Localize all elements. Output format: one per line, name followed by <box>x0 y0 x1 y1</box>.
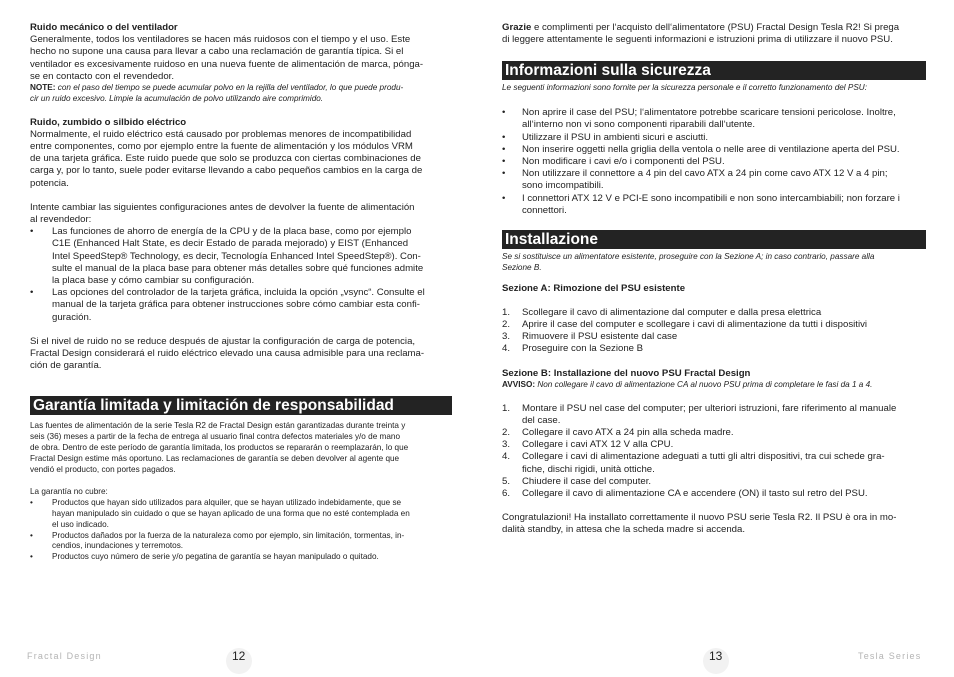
list-item: 1. Montare il PSU nel case del computer; per ulteriori istruzioni, fare riferimento al manuale del case. <box>502 402 897 426</box>
list-item: • Productos que hayan sido utilizados para alquiler, que se hayan utilizado indebidamente, que se hayan manipulado sin cuidado o que se hayan aplicado de una forma que no esté contemplada en el uso indicado. <box>30 498 410 529</box>
fan-noise-paragraph: Generalmente, todos los ventiladores se hacen más ruidosos con el tiempo y el uso. Este hecho no supone una causa para llevar a cabo una reclamación de garantía típica. Si el ventilador es excesivamente ruidoso en una nueva fuente de alimentación de marca, pónga- se en contacto con el revendedor. <box>30 34 424 82</box>
intro-paragraph: Grazie e complimenti per l‘acquisto dell‘alimentatore (PSU) Fractal Design Tesla R2! Si prega di leggere attentamente le seguenti informazioni e istruzioni prima di utilizzare il nuovo PSU. <box>502 22 900 46</box>
electrical-noise-paragraph: Normalmente, el ruido eléctrico está causado por problemas menores de incompatibilidad entre componentes, como por ejemplo entre la fuente de alimentación y los módulos VRM de una tarjeta gráfica. Este ruido puede que solo se produzca con ciertas combinaciones de carga y, por lo tanto, suele poder evitarse llevando a cabo pequeños cambios en la carga de potencia. <box>30 128 423 189</box>
list-item: • Productos cuyo número de serie y/o pegatina de garantía se hayan manipulado o quitado. <box>30 552 379 562</box>
noise-conclusion: Si el nivel de ruido no se reduce después de ajustar la configuración de carga de potencia, Fractal Design considerará el ruido eléctrico elevado una causa admisible para una reclama- ción de garantía. <box>30 335 425 372</box>
install-banner: Installazione <box>502 230 926 249</box>
list-item: • Non inserire oggetti nella griglia della ventola o nelle aree di ventilazione aperta del PSU. <box>502 143 900 155</box>
safety-banner: Informazioni sulla sicurezza <box>502 61 926 80</box>
safety-subtitle: Le seguenti informazioni sono fornite per la sicurezza personale e il corretto funzionamento del PSU: <box>502 83 867 93</box>
footer-brand: Fractal Design <box>27 651 102 661</box>
safety-list <box>502 107 926 217</box>
list-item: 3. Collegare i cavi ATX 12 V alla CPU. <box>502 439 674 451</box>
congratulations-paragraph: Congratulazioni! Ha installato correttamente il nuovo PSU serie Tesla R2. Il PSU è ora in mo- dalità standby, in attesa che la scheda madre si accenda. <box>502 512 897 536</box>
electrical-noise-heading: Ruido, zumbido o silbido eléctrico <box>30 116 187 128</box>
right-page <box>502 0 926 537</box>
list-item: • Las opciones del controlador de la tarjeta gráfica, incluida la opción „vsync“. Consulte el manual de la tarjeta gráfica para obtener instrucciones sobre cómo cambiar esta confi- guración. <box>30 287 425 323</box>
list-item: 5. Chiudere il case del computer. <box>502 475 652 487</box>
list-item: • Non modificare i cavi e/o i componenti del PSU. <box>502 156 725 168</box>
list-item: 2. Collegare il cavo ATX a 24 pin alla scheda madre. <box>502 427 734 439</box>
warranty-banner: Garantía limitada y limitación de responsabilidad <box>30 396 452 415</box>
section-b-heading: Sezione B: Installazione del nuovo PSU Fractal Design <box>502 367 751 379</box>
left-page <box>30 0 452 563</box>
fan-noise-heading: Ruido mecánico o del ventilador <box>30 22 178 33</box>
list-item: 4. Collegare i cavi di alimentazione adeguati a tutti gli altri dispositivi, tra cui schede gra- fiche, dischi rigidi, unità ottiche. <box>502 451 885 475</box>
section-b-warning: AVVISO: Non collegare il cavo di alimentazione CA al nuovo PSU prima di completare le fasi da 1 a 4. <box>502 379 873 389</box>
list-item: 6. Collegare il cavo di alimentazione CA e accendere (ON) il tasto sul retro del PSU. <box>502 488 868 500</box>
list-item: • Las funciones de ahorro de energía de la CPU y de la placa base, como por ejemplo C1E (Enhanced Halt State, es decir Estado de parada mejorado) y EIST (Enhanced Intel SpeedStep® Technology, es decir, Tecnología Enhanced Intel SpeedStep®). Con- sulte el manual de la placa base para obtener más detalles sobre qué funciones admite la placa base y cómo cambiar su configuración. <box>30 226 424 287</box>
list-item: • Non aprire il case del PSU; l‘alimentatore potrebbe scaricare tensioni pericolose. Inoltre, all‘interno non vi sono componenti riparabili dall‘utente. <box>502 107 896 131</box>
list-item: • Non utilizzare il connettore a 4 pin del cavo ATX a 24 pin come cavo ATX 12 V a 4 pin; sono imcompatibili. <box>502 168 888 192</box>
page-number-left: 12 <box>232 649 246 663</box>
list-item: • Productos dañados por la fuerza de la naturaleza como por ejemplo, sin limitación, tormentas, in- cendios, inundaciones y terremotos. <box>30 530 405 551</box>
section-a-list <box>502 307 926 356</box>
config-list <box>30 226 452 324</box>
list-item: 2. Aprire il case del computer e scollegare i cavi di alimentazione da tutti i dispositivi <box>502 319 868 331</box>
section-b-list <box>502 403 926 501</box>
fan-note: NOTE: con el paso del tiempo se puede acumular polvo en la rejilla del ventilador, lo que puede produ- cir un ruido excesivo. Limpie la acumulación de polvo utilizando aire comprimido. <box>30 83 404 103</box>
warranty-exclusions: La garantía no cubre: • Productos que hayan sido utilizados para alquiler, que se hayan utilizado indebidamente, que se hayan manipulado sin cuidado o que se hayan aplicado de una forma que no esté contemplada en el uso indicado. • Productos dañados por la fuerza de la naturaleza como por ejemplo, sin limitación, tormentas, in- cendios, inundaciones y terremotos. • Productos cuyo número de serie y/o pegatina de garantía se hayan manipulado o quitado. <box>30 487 452 563</box>
section-a-heading: Sezione A: Rimozione del PSU esistente <box>502 282 686 294</box>
list-item: • I connettori ATX 12 V e PCI-E sono incompatibili e non sono intercambiabili; non forzare i connettori. <box>502 192 900 216</box>
install-subtitle: Se si sostituisce un alimentatore esistente, proseguire con la Sezione A; in caso contrario, passare alla Sezione B. <box>502 252 875 272</box>
list-item: 3. Rimuovere il PSU esistente dal case <box>502 331 678 343</box>
page-number-right: 13 <box>709 649 723 663</box>
list-item: • Utilizzare il PSU in ambienti sicuri e asciutti. <box>502 131 709 143</box>
warranty-paragraph: Las fuentes de alimentación de la serie Tesla R2 de Fractal Design están garantizadas durante treinta y seis (36) meses a partir de la fecha de entrega al usuario final contra defectos materiales y/o de mano de obra. Dentro de este período de garantía limitada, los productos se repararán o reemplazarán, lo que Fractal Design estime más oportuno. Las reclamaciones de garantía se deben devolver al agente que vendió el producto, con portes pagados. <box>30 421 409 474</box>
footer-series: Tesla Series <box>858 651 922 661</box>
config-intro: Intente cambiar las siguientes configuraciones antes de devolver la fuente de alimentación al revendedor: <box>30 201 415 226</box>
list-item: 1. Scollegare il cavo di alimentazione dal computer e dalla presa elettrica <box>502 306 822 318</box>
list-item: 4. Proseguire con la Sezione B <box>502 343 644 355</box>
